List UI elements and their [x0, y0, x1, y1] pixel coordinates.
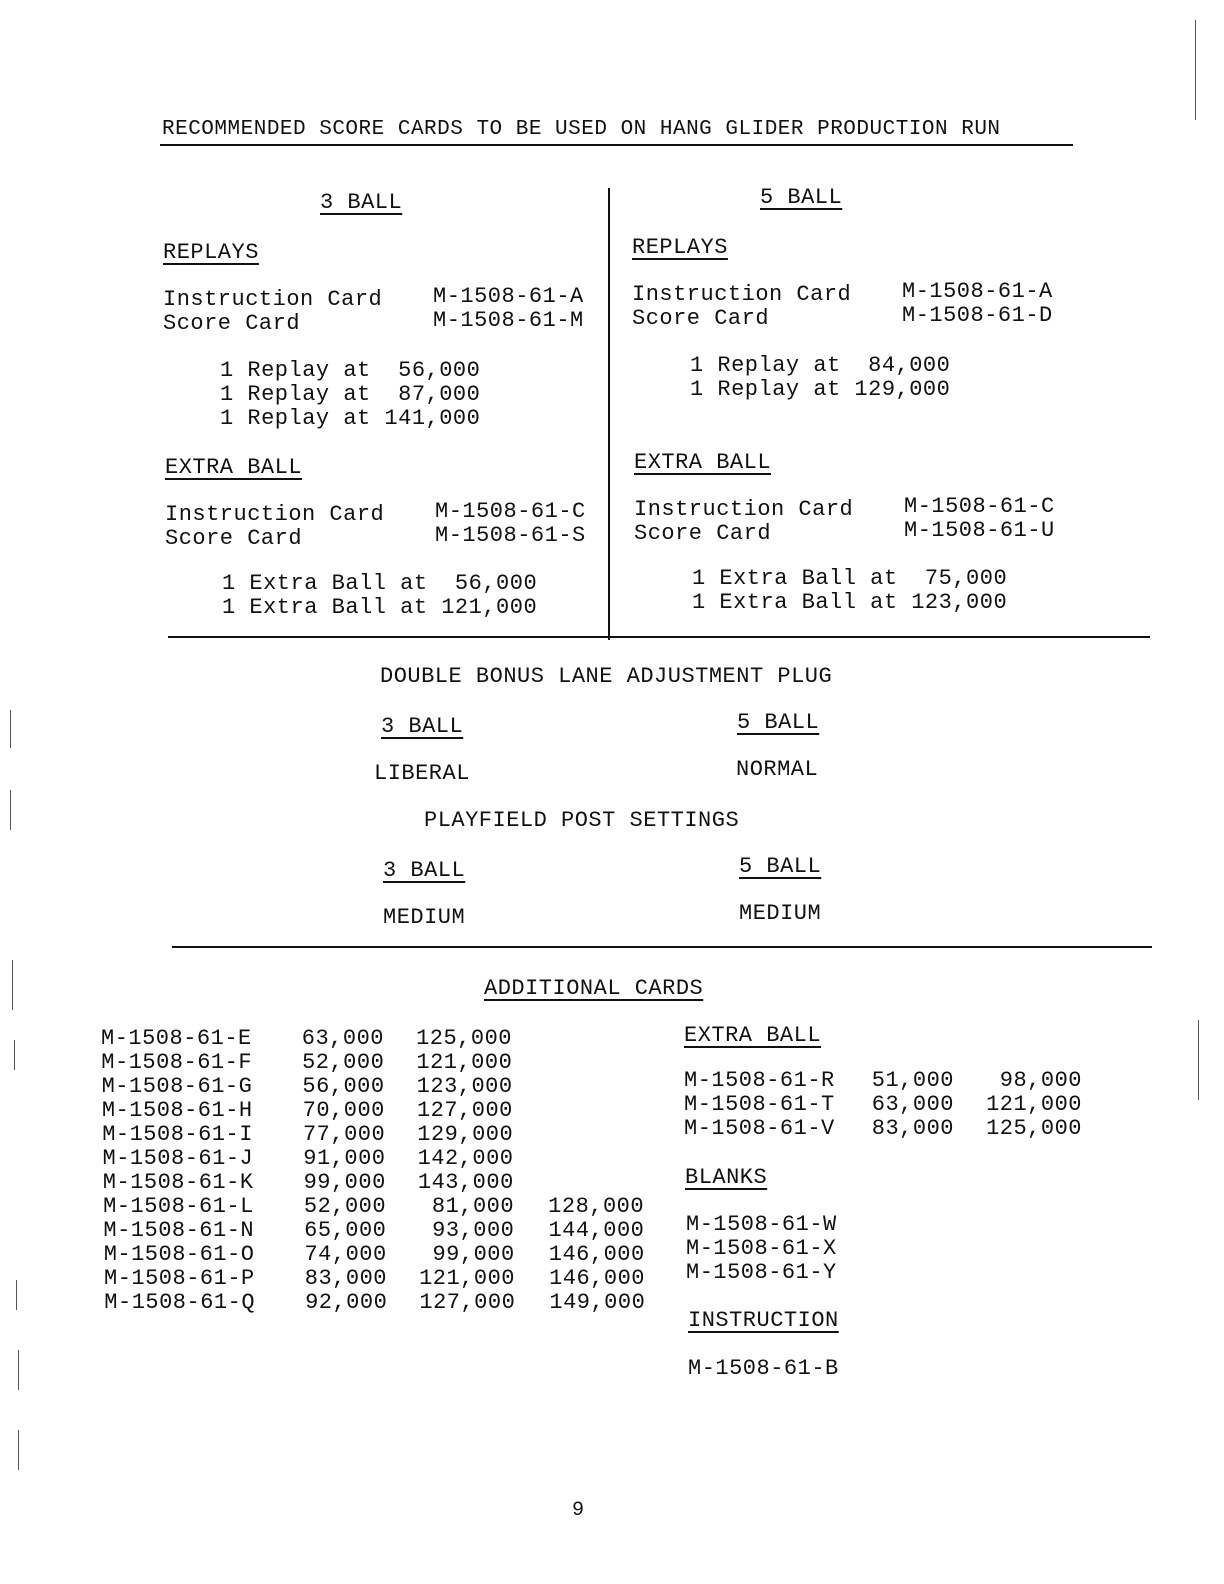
- card-value-1: 92,000: [305, 1290, 388, 1315]
- card-value-2: 81,000: [431, 1194, 515, 1219]
- card-code: M-1508-61-L: [103, 1194, 254, 1219]
- card-value-2: 127,000: [416, 1098, 513, 1123]
- additional-extra-ball-heading: EXTRA BALL: [684, 1023, 822, 1048]
- card-value-2: 93,000: [432, 1218, 515, 1243]
- three-ball-replay-line-2: 1 Replay at 87,000: [220, 382, 481, 407]
- scan-mark: [18, 1430, 19, 1470]
- card-code: M-1508-61-H: [101, 1098, 253, 1123]
- card-value-2: 121,000: [416, 1050, 513, 1075]
- card-value-2: 142,000: [417, 1146, 514, 1171]
- card-code: M-1508-61-I: [102, 1122, 253, 1147]
- column-divider: [608, 188, 610, 640]
- card-code: M-1508-61-N: [103, 1218, 255, 1243]
- three-ball-replays-score-code: M-1508-61-M: [433, 308, 584, 333]
- extra-card-value-1: 51,000: [871, 1068, 954, 1093]
- five-ball-extra-score-label: Score Card: [634, 521, 772, 546]
- card-value-1: 65,000: [304, 1218, 387, 1243]
- blank-item: M-1508-61-X: [686, 1236, 837, 1261]
- section-divider-2: [172, 946, 1152, 948]
- card-value-3: 144,000: [548, 1218, 645, 1243]
- double-bonus-heading: DOUBLE BONUS LANE ADJUSTMENT PLUG: [380, 664, 833, 689]
- five-ball-replays-score-code: M-1508-61-D: [902, 303, 1053, 328]
- double-bonus-3ball-heading: 3 BALL: [381, 714, 464, 739]
- three-ball-replays-instruction-label: Instruction Card: [163, 287, 383, 312]
- blanks-heading: BLANKS: [685, 1165, 768, 1190]
- card-value-1: 91,000: [303, 1146, 386, 1171]
- five-ball-extra-instruction-code: M-1508-61-C: [904, 494, 1055, 519]
- five-ball-extra-instruction-label: Instruction Card: [634, 497, 854, 522]
- three-ball-extra-ball-heading: EXTRA BALL: [165, 455, 303, 480]
- five-ball-extra-line-1: 1 Extra Ball at 75,000: [692, 566, 1008, 591]
- page-number: 9: [572, 1499, 585, 1522]
- additional-cards-heading: ADDITIONAL CARDS: [484, 976, 704, 1001]
- title-underline: [160, 144, 1073, 146]
- scan-mark: [16, 1280, 17, 1310]
- card-value-3: 149,000: [549, 1290, 646, 1315]
- card-value-1: 52,000: [302, 1050, 385, 1075]
- extra-card-value-2: 125,000: [986, 1116, 1082, 1141]
- card-code: M-1508-61-P: [104, 1266, 255, 1291]
- scan-mark: [10, 710, 11, 748]
- five-ball-replay-line-1: 1 Replay at 84,000: [690, 353, 951, 378]
- double-bonus-5ball-value: NORMAL: [736, 757, 819, 782]
- playfield-5ball-value: MEDIUM: [739, 901, 822, 926]
- five-ball-replay-line-2: 1 Replay at 129,000: [690, 377, 951, 402]
- card-value-2: 123,000: [416, 1074, 513, 1099]
- card-code: M-1508-61-F: [101, 1050, 253, 1075]
- five-ball-extra-ball-heading: EXTRA BALL: [634, 450, 772, 475]
- card-value-2: 127,000: [419, 1290, 516, 1315]
- card-value-1: 70,000: [302, 1098, 385, 1123]
- page-title: RECOMMENDED SCORE CARDS TO BE USED ON HANG GLIDER PRODUCTION RUN: [162, 118, 1001, 141]
- scan-mark: [12, 960, 13, 1010]
- extra-card-value-1: 83,000: [871, 1116, 954, 1141]
- card-value-3: 128,000: [548, 1194, 645, 1219]
- three-ball-extra-score-code: M-1508-61-S: [435, 523, 586, 548]
- card-value-1: 99,000: [303, 1170, 386, 1195]
- section-divider-1: [168, 636, 1150, 638]
- card-code: M-1508-61-E: [101, 1026, 252, 1051]
- blank-item: M-1508-61-W: [686, 1212, 837, 1237]
- card-value-1: 56,000: [302, 1074, 385, 1099]
- three-ball-replay-line-1: 1 Replay at 56,000: [220, 358, 481, 383]
- scan-mark: [18, 1350, 19, 1390]
- extra-card-value-1: 63,000: [871, 1092, 954, 1117]
- extra-card-value-2: 121,000: [986, 1092, 1082, 1117]
- five-ball-replays-score-label: Score Card: [632, 306, 770, 331]
- card-value-2: 125,000: [416, 1026, 512, 1051]
- playfield-heading: PLAYFIELD POST SETTINGS: [424, 808, 740, 833]
- card-value-2: 121,000: [419, 1266, 515, 1291]
- card-code: M-1508-61-J: [102, 1146, 254, 1171]
- playfield-5ball-heading: 5 BALL: [739, 854, 822, 879]
- double-bonus-5ball-heading: 5 BALL: [737, 710, 820, 735]
- five-ball-replays-instruction-label: Instruction Card: [632, 282, 852, 307]
- card-value-1: 63,000: [301, 1026, 384, 1051]
- five-ball-extra-line-2: 1 Extra Ball at 123,000: [692, 590, 1008, 615]
- scan-mark: [10, 790, 11, 830]
- instruction-heading: INSTRUCTION: [688, 1308, 839, 1333]
- card-code: M-1508-61-O: [103, 1242, 255, 1267]
- scan-mark: [14, 1040, 15, 1070]
- card-value-2: 129,000: [417, 1122, 514, 1147]
- card-value-3: 146,000: [548, 1242, 645, 1267]
- card-value-1: 77,000: [302, 1122, 386, 1147]
- three-ball-replay-line-3: 1 Replay at 141,000: [220, 406, 481, 431]
- card-code: M-1508-61-G: [101, 1074, 253, 1099]
- three-ball-replays-heading: REPLAYS: [163, 240, 259, 265]
- three-ball-extra-instruction-label: Instruction Card: [165, 502, 385, 527]
- scan-mark: [1195, 20, 1196, 120]
- playfield-3ball-heading: 3 BALL: [383, 858, 466, 883]
- card-value-1: 83,000: [304, 1266, 387, 1291]
- card-value-1: 52,000: [303, 1194, 387, 1219]
- extra-card-code: M-1508-61-V: [684, 1116, 835, 1141]
- three-ball-extra-line-1: 1 Extra Ball at 56,000: [222, 571, 538, 596]
- three-ball-extra-line-2: 1 Extra Ball at 121,000: [222, 595, 538, 620]
- card-value-2: 99,000: [432, 1242, 515, 1267]
- extra-card-code: M-1508-61-T: [684, 1092, 835, 1117]
- blank-item: M-1508-61-Y: [686, 1260, 837, 1285]
- card-value-1: 74,000: [304, 1242, 387, 1267]
- three-ball-replays-score-label: Score Card: [163, 311, 301, 336]
- card-code: M-1508-61-K: [102, 1170, 254, 1195]
- card-code: M-1508-61-Q: [104, 1290, 256, 1315]
- instruction-code: M-1508-61-B: [688, 1356, 839, 1381]
- three-ball-extra-instruction-code: M-1508-61-C: [435, 499, 586, 524]
- five-ball-replays-heading: REPLAYS: [632, 235, 728, 260]
- five-ball-heading: 5 BALL: [760, 185, 843, 210]
- double-bonus-3ball-value: LIBERAL: [374, 761, 470, 786]
- card-value-2: 143,000: [417, 1170, 514, 1195]
- extra-card-code: M-1508-61-R: [684, 1068, 835, 1093]
- five-ball-extra-score-code: M-1508-61-U: [904, 518, 1055, 543]
- playfield-3ball-value: MEDIUM: [383, 905, 466, 930]
- three-ball-heading: 3 BALL: [320, 190, 403, 215]
- scan-mark: [1198, 1020, 1199, 1100]
- five-ball-replays-instruction-code: M-1508-61-A: [902, 279, 1053, 304]
- three-ball-replays-instruction-code: M-1508-61-A: [433, 284, 584, 309]
- three-ball-extra-score-label: Score Card: [165, 526, 303, 551]
- card-value-3: 146,000: [549, 1266, 645, 1291]
- extra-card-value-2: 98,000: [999, 1068, 1082, 1093]
